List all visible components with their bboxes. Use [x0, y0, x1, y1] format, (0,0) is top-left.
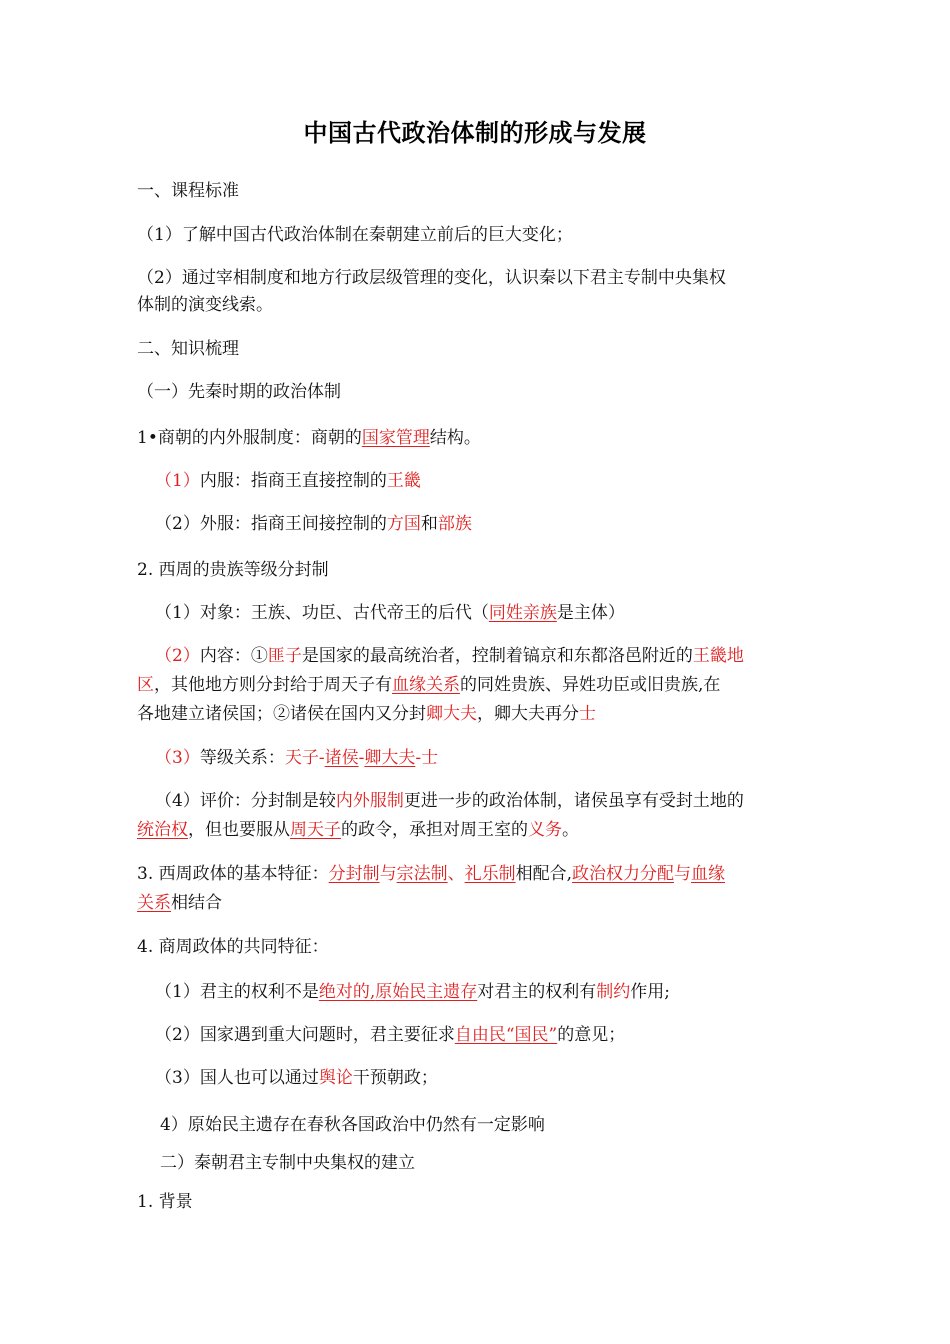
text-span: 等级关系：	[199, 748, 285, 768]
text-span: 是国家的最高统治者，控制着镐京和东都洛邑附近的	[301, 646, 693, 666]
subsection-pre-qin: （一）先秦时期的政治体制	[137, 382, 341, 402]
text-span: 内容：①	[199, 646, 268, 666]
point-3-features-line-2	[137, 893, 222, 913]
key-term: 统治权	[137, 820, 188, 840]
text-span: （2）外服：指商王间接控制的	[155, 514, 387, 534]
key-term: 士	[579, 704, 596, 724]
document-title: 中国古代政治体制的形成与发展	[303, 119, 647, 147]
text-span: （3）国人也可以通过	[155, 1068, 319, 1088]
text-span: ，其他地方则分封给于周天子有	[154, 675, 392, 695]
text-span: 对君主的权利有	[477, 982, 597, 1002]
text-span: 是主体）	[556, 603, 625, 623]
key-term: 王畿地	[692, 646, 744, 666]
key-term: 部族	[437, 514, 472, 534]
section-heading-course-standard: 一、课程标准	[137, 181, 239, 201]
key-term: 自由民“国民”	[454, 1025, 558, 1045]
point-3-features-line-1	[137, 864, 725, 884]
key-term: 天子-	[284, 748, 325, 768]
text-span: 。	[562, 820, 579, 840]
key-term: 卿大夫	[426, 704, 477, 724]
course-standard-item-1: （1）了解中国古代政治体制在秦朝建立前后的巨大变化；	[137, 225, 573, 245]
text-span: 更进一步的政治体制，诸侯虽享有受封土地的	[403, 791, 744, 811]
text-span: 、	[447, 864, 465, 884]
text-span: 和	[420, 514, 438, 534]
point-2-content-line-3	[137, 704, 596, 724]
text-span: （2）国家遇到重大问题时，君主要征求	[155, 1025, 455, 1045]
text-span: 结构。	[429, 428, 481, 448]
point-1-outer-service	[155, 514, 472, 534]
text-span: （4）评价：分封制是较	[155, 791, 336, 811]
point-1-shang-system	[137, 428, 481, 448]
text-span: 干预朝政；	[352, 1068, 438, 1088]
point-2-evaluation-line-1	[155, 791, 744, 811]
key-term: 同姓亲族	[488, 603, 557, 623]
text-span: （3）	[155, 748, 200, 768]
text-span: （1）君主的权利不是	[155, 982, 319, 1002]
text-span: 的同姓贵族、异姓功臣或旧贵族,在	[460, 675, 721, 695]
point-2-western-zhou: 2. 西周的贵族等级分封制	[137, 560, 329, 580]
point-2-objects	[155, 603, 625, 623]
key-term: 诸侯	[324, 748, 359, 768]
point-4-common-features: 4. 商周政体的共同特征：	[137, 937, 329, 957]
key-term: 义务	[528, 820, 562, 840]
text-span: 作用;	[630, 982, 670, 1002]
key-term: 关系	[137, 893, 171, 913]
key-term: 血缘关系	[392, 675, 460, 695]
key-term: 国家管理	[361, 428, 430, 448]
key-term: 内外服制	[335, 791, 404, 811]
point-5-background: 1. 背景	[137, 1192, 193, 1212]
key-term: 制约	[596, 982, 631, 1002]
key-term: 血缘	[691, 864, 726, 884]
text-span: 的意见；	[557, 1025, 626, 1045]
text-span: 与	[379, 864, 397, 884]
key-term: -士	[415, 748, 439, 768]
text-span: 各地建立诸侯国；②诸侯在国内又分封	[137, 704, 426, 724]
key-term: 舆论	[318, 1068, 353, 1088]
key-term: 礼乐制	[464, 864, 516, 884]
point-4-item-4: 4）原始民主遗存在春秋各国政治中仍然有一定影响	[160, 1115, 545, 1135]
point-4-item-2	[155, 1025, 625, 1045]
text-span: 3. 西周政体的基本特征：	[137, 864, 329, 884]
text-span: 相配合,	[515, 864, 573, 884]
key-term: 政治权力分配	[572, 864, 675, 884]
text-span: 的政令，承担对周王室的	[341, 820, 528, 840]
text-span: -	[358, 748, 365, 768]
point-2-content-line-1	[155, 646, 744, 666]
subsection-qin: 二）秦朝君主专制中央集权的建立	[160, 1153, 415, 1173]
key-term: 方国	[386, 514, 421, 534]
text-span: （1）对象：王族、功臣、古代帝王的后代（	[155, 603, 489, 623]
point-2-content-line-2	[137, 675, 720, 695]
key-term: 区	[137, 675, 154, 695]
key-term: 宗法制	[396, 864, 448, 884]
text-span: 1•商朝的内外服制度：商朝的	[137, 428, 362, 448]
text-span: （1）	[155, 471, 200, 491]
key-term: 匪子	[267, 646, 302, 666]
text-span: ，但也要服从	[188, 820, 290, 840]
key-term: 王畿	[386, 471, 421, 491]
course-standard-item-2-line-1: （2）通过宰相制度和地方行政层级管理的变化，认识秦以下君主专制中央集权	[137, 268, 726, 288]
point-4-item-3	[155, 1068, 438, 1088]
text-span: 相结合	[171, 893, 222, 913]
key-term: 卿大夫	[364, 748, 416, 768]
point-1-inner-service	[155, 471, 421, 491]
text-span: ，卿大夫再分	[477, 704, 579, 724]
text-span: 内服：指商王直接控制的	[199, 471, 387, 491]
key-term: 分封制	[328, 864, 380, 884]
point-2-hierarchy	[155, 748, 438, 768]
point-2-evaluation-line-2	[137, 820, 579, 840]
point-4-item-1	[155, 982, 670, 1002]
text-span: （2）	[155, 646, 200, 666]
text-span: 与	[674, 864, 692, 884]
section-heading-knowledge: 二、知识梳理	[137, 339, 239, 359]
course-standard-item-2-line-2: 体制的演变线索。	[137, 295, 273, 315]
key-term: 周天子	[290, 820, 341, 840]
key-term: 绝对的,	[318, 982, 376, 1002]
key-term: 原始民主遗存	[375, 982, 478, 1002]
